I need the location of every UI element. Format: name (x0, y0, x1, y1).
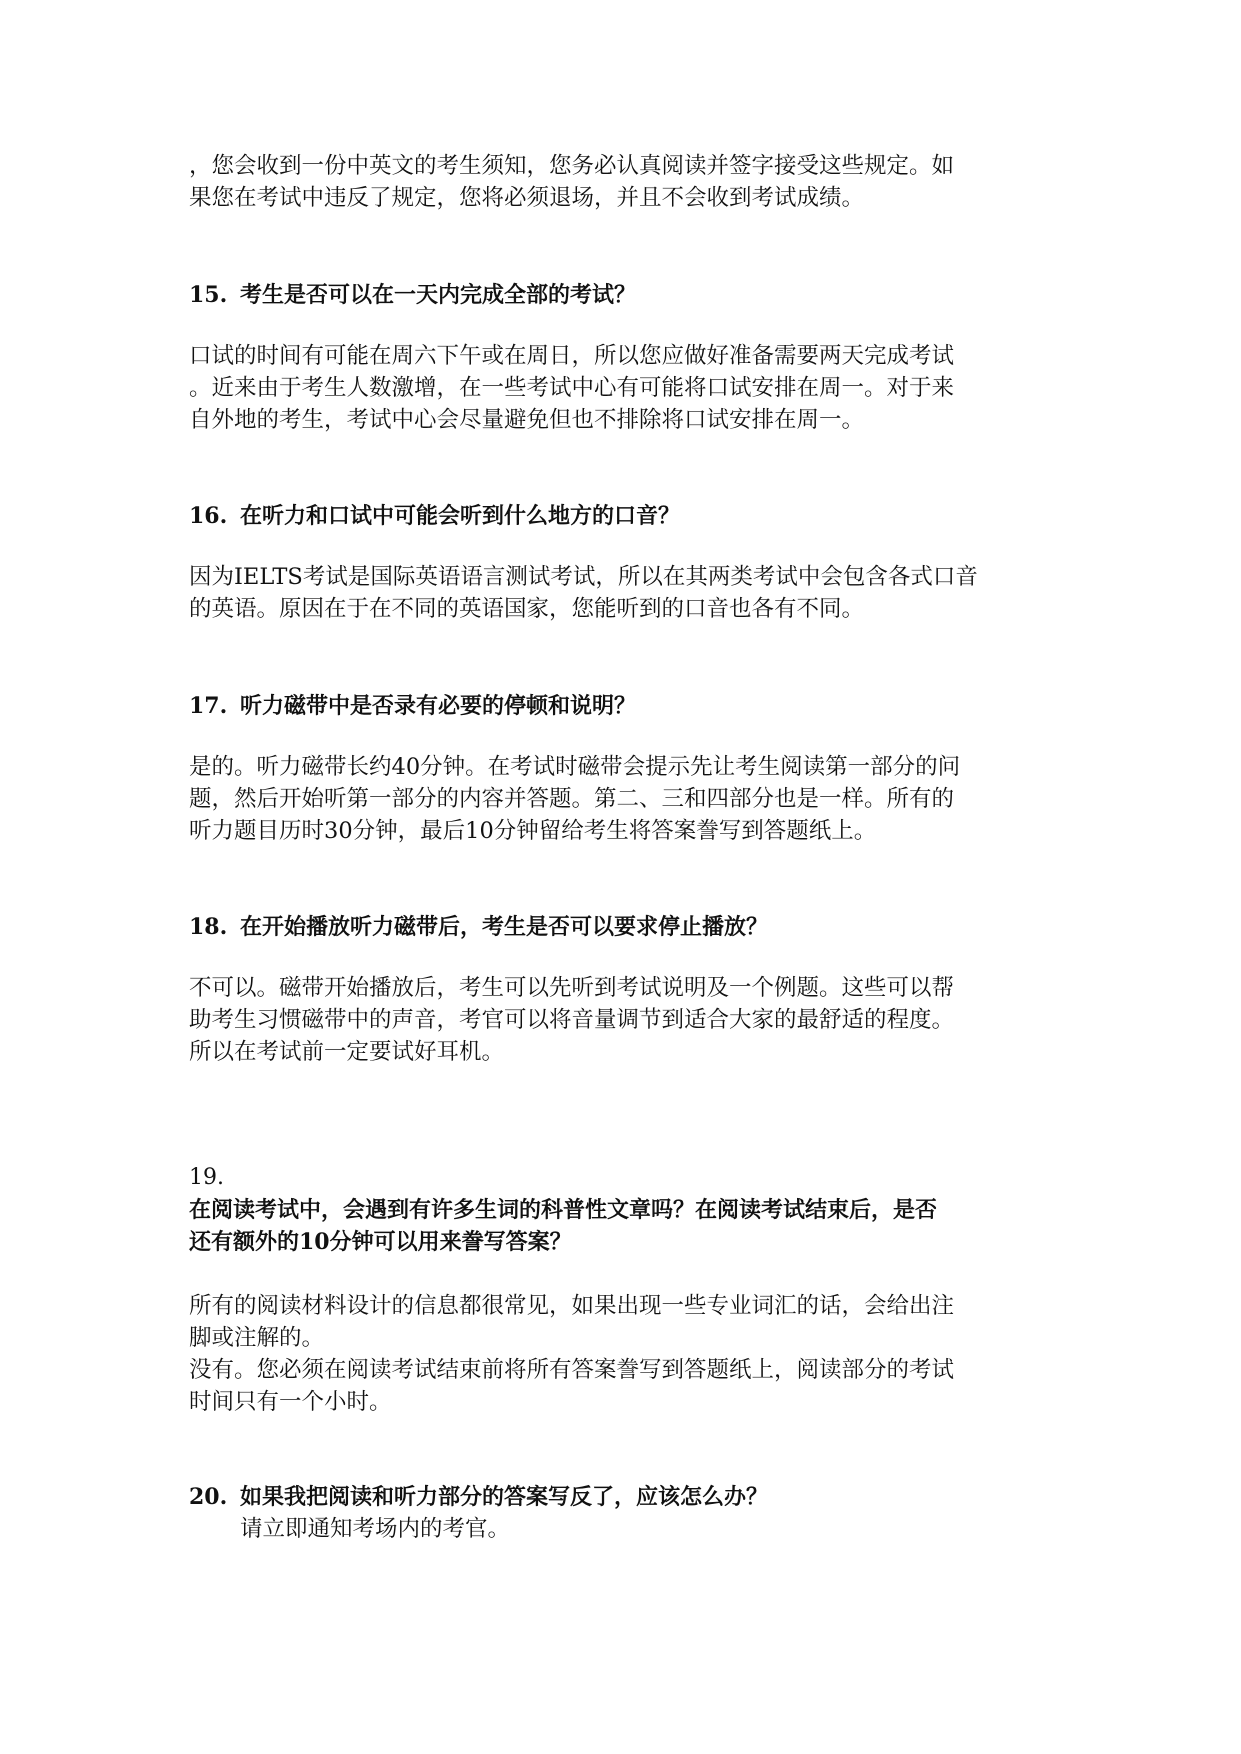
question-text: 在开始播放听力磁带后，考生是否可以要求停止播放？ (240, 914, 769, 940)
answer-line: 所以在考试前一定要试好耳机。 (189, 1039, 505, 1065)
question-heading (189, 911, 1069, 943)
faq-question-17 (189, 690, 1069, 722)
question-text-line: 在阅读考试中，会遇到有许多生词的科普性文章吗？在阅读考试结束后，是否 (189, 1197, 938, 1223)
answer-line: 请立即通知考场内的考官。 (240, 1516, 511, 1542)
faq-answer-17 (189, 751, 1069, 847)
question-number: 19. (189, 1165, 224, 1190)
question-number: 20. (189, 1484, 228, 1510)
question-heading (189, 279, 1069, 311)
question-heading (189, 1481, 1069, 1513)
faq-answer-16 (189, 561, 1069, 625)
answer-line: 听力题目历时30分钟，最后10分钟留给考生将答案誊写到答题纸上。 (189, 818, 877, 844)
answer-line: 口试的时间有可能在周六下午或在周日，所以您应做好准备需要两天完成考试 (189, 343, 955, 369)
question-number: 16. (189, 503, 228, 529)
paragraph-line: 果您在考试中违反了规定，您将必须退场，并且不会收到考试成绩。 (189, 185, 865, 211)
answer-line: 不可以。磁带开始播放后，考生可以先听到考试说明及一个例题。这些可以帮 (189, 975, 955, 1001)
question-heading (189, 690, 1069, 722)
faq-answer-18 (189, 972, 1069, 1068)
question-text: 在听力和口试中可能会听到什么地方的口音？ (240, 503, 681, 529)
question-text: 考生是否可以在一天内完成全部的考试？ (240, 282, 637, 308)
question-text: 如果我把阅读和听力部分的答案写反了，应该怎么办？ (240, 1484, 769, 1510)
answer-line: 是的。听力磁带长约40分钟。在考试时磁带会提示先让考生阅读第一部分的问 (189, 754, 961, 780)
question-text: 听力磁带中是否录有必要的停顿和说明？ (240, 693, 637, 719)
answer-line: 的英语。原因在于在不同的英语国家，您能听到的口音也各有不同。 (189, 596, 865, 622)
answer-line: 自外地的考生，考试中心会尽量避免但也不排除将口试安排在周一。 (189, 407, 865, 433)
faq-question-20 (189, 1481, 1069, 1545)
faq-question-18 (189, 911, 1069, 943)
answer-line: 题，然后开始听第一部分的内容并答题。第二、三和四部分也是一样。所有的 (189, 786, 955, 812)
answer-line: 。近来由于考生人数激增，在一些考试中心有可能将口试安排在周一。对于来 (189, 375, 955, 401)
faq-question-15 (189, 279, 1069, 311)
faq-answer-15 (189, 340, 1069, 436)
question-number: 17. (189, 693, 228, 719)
answer-line: 因为IELTS考试是国际英语语言测试考试，所以在其两类考试中会包含各式口音 (189, 564, 978, 590)
paragraph-line: ，您会收到一份中英文的考生须知，您务必认真阅读并签字接受这些规定。如 (189, 153, 955, 179)
intro-paragraph (189, 150, 1069, 214)
answer-line: 助考生习惯磁带中的声音，考官可以将音量调节到适合大家的最舒适的程度。 (189, 1007, 955, 1033)
faq-question-19 (189, 1162, 1069, 1258)
question-text-line: 还有额外的10分钟可以用来誊写答案？ (189, 1229, 572, 1255)
answer-line: 脚或注解的。 (189, 1325, 325, 1351)
question-number: 15. (189, 282, 228, 308)
answer-line: 所有的阅读材料设计的信息都很常见，如果出现一些专业词汇的话，会给出注 (189, 1293, 955, 1319)
question-heading (189, 500, 1069, 532)
question-number: 18. (189, 914, 228, 940)
faq-question-16 (189, 500, 1069, 532)
faq-answer-19 (189, 1290, 1069, 1418)
answer-line: 时间只有一个小时。 (189, 1389, 392, 1415)
answer-line: 没有。您必须在阅读考试结束前将所有答案誊写到答题纸上，阅读部分的考试 (189, 1357, 955, 1383)
